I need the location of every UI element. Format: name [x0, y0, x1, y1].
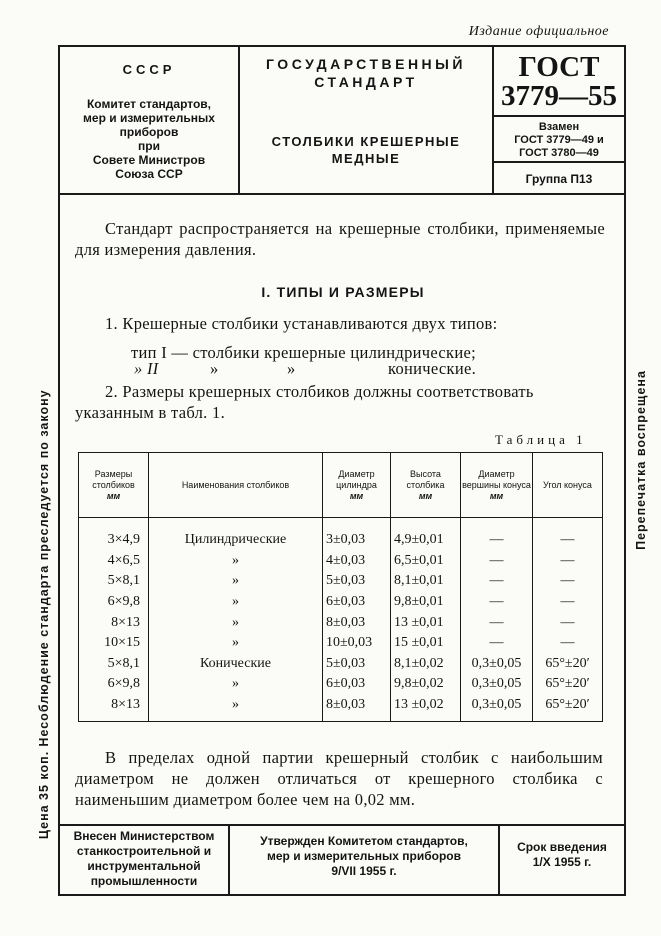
- table-cell: Цилиндрические: [149, 518, 323, 551]
- table-cell: 9,8±0,01: [391, 592, 461, 613]
- table-cell: »: [149, 612, 323, 633]
- price-vertical: Цена 35 коп.: [37, 750, 51, 840]
- table-cell: —: [533, 612, 603, 633]
- section-title: I. ТИПЫ И РАЗМЕРЫ: [261, 284, 425, 300]
- dimensions-table: [78, 452, 603, 722]
- table-cell: —: [533, 518, 603, 551]
- table-row: [79, 551, 603, 572]
- table-cell: 0,3±0,05: [461, 654, 533, 675]
- column-header: Размеры столбиков мм: [79, 453, 149, 518]
- clause-1: 1. Крешерные столбики устанавливаются двух типов:: [105, 314, 498, 333]
- table-cell: 5×8,1: [79, 654, 149, 675]
- table-cell: »: [149, 571, 323, 592]
- header-block: [58, 45, 626, 195]
- header-gost-cell: [494, 47, 624, 193]
- table-cell: 15 ±0,01: [391, 633, 461, 654]
- table-cell: 4±0,03: [323, 551, 391, 572]
- clause-2: 2. Размеры крешерных столбиков должны соответствовать указанным в табл. 1.: [75, 382, 534, 422]
- table-row: [79, 695, 603, 722]
- table-cell: 8×13: [79, 612, 149, 633]
- reprint-prohibited-vertical: Перепечатка воспрещена: [634, 370, 648, 550]
- table-row: [79, 518, 603, 551]
- country-label: СССР: [122, 62, 176, 77]
- table-cell: 6±0,03: [323, 592, 391, 613]
- edition-note: Издание официальное: [468, 24, 609, 39]
- table-cell: —: [533, 592, 603, 613]
- column-header: Диаметр вершины конуса мм: [461, 453, 533, 518]
- table-cell: 6,5±0,01: [391, 551, 461, 572]
- table-cell: 10×15: [79, 633, 149, 654]
- closing-paragraph: В пределах одной партии крешерный столбик с наибольшим диаметром не должен отличаться от крешерного столбика с наименьшим диаметром более чем на 0,02 мм.: [75, 748, 603, 809]
- table-cell: 65°±20′: [533, 674, 603, 695]
- legal-warning-vertical: Несоблюдение стандарта преследуется по закону: [37, 389, 51, 747]
- table-caption: Таблица 1: [495, 432, 587, 447]
- ditto-mark: »: [210, 359, 219, 378]
- table-cell: 6×9,8: [79, 592, 149, 613]
- footer-block: [58, 824, 626, 896]
- ditto-mark: »: [287, 359, 296, 378]
- table-row: [79, 654, 603, 675]
- table-cell: 8±0,03: [323, 695, 391, 722]
- table-row: [79, 674, 603, 695]
- column-header: Высота столбика мм: [391, 453, 461, 518]
- table-cell: 9,8±0,02: [391, 674, 461, 695]
- table-cell: 4,9±0,01: [391, 518, 461, 551]
- approved-by: Утвержден Комитетом стандартов, мер и измерительных приборов 9/VII 1955 г.: [230, 826, 500, 894]
- header-title-cell: [240, 47, 494, 193]
- table-cell: 13 ±0,01: [391, 612, 461, 633]
- table-cell: 8,1±0,02: [391, 654, 461, 675]
- table-cell: »: [149, 592, 323, 613]
- effective-date: Срок введения 1/X 1955 г.: [517, 840, 607, 869]
- table-cell: »: [149, 695, 323, 722]
- table-cell: —: [533, 551, 603, 572]
- state-standard-label: ГОСУДАРСТВЕННЫЙ СТАНДАРТ: [266, 56, 466, 90]
- table-cell: 65°±20′: [533, 695, 603, 722]
- table-cell: 6±0,03: [323, 674, 391, 695]
- table-row: [79, 592, 603, 613]
- table-cell: —: [533, 571, 603, 592]
- table-cell: 5±0,03: [323, 654, 391, 675]
- table-cell: —: [461, 571, 533, 592]
- document-title: СТОЛБИКИ КРЕШЕРНЫЕ МЕДНЫЕ: [271, 134, 461, 166]
- table-cell: »: [149, 551, 323, 572]
- column-header: Угол конуса: [533, 453, 603, 518]
- table-cell: 65°±20′: [533, 654, 603, 675]
- table-cell: 4×6,5: [79, 551, 149, 572]
- table-header-row: [79, 453, 603, 518]
- introduced-by: Внесен Министерством станкостроительной и инструментальной промышленности: [60, 826, 230, 894]
- column-header: Наименования столбиков: [149, 453, 323, 518]
- table-row: [79, 612, 603, 633]
- table-cell: 10±0,03: [323, 633, 391, 654]
- header-issuer-cell: [60, 47, 240, 193]
- table-cell: 8,1±0,01: [391, 571, 461, 592]
- group-label: Группа П13: [525, 172, 593, 186]
- table-cell: 3±0,03: [323, 518, 391, 551]
- table-cell: »: [149, 674, 323, 695]
- table-cell: —: [461, 612, 533, 633]
- intro-paragraph: Стандарт распространяется на крешерные столбики, применяемые для измерения давления.: [75, 219, 605, 259]
- table-cell: 8×13: [79, 695, 149, 722]
- table-cell: »: [149, 633, 323, 654]
- type-2-name: конические.: [388, 359, 477, 378]
- table-cell: —: [533, 633, 603, 654]
- replaces-note: Взамен ГОСТ 3779—49 и ГОСТ 3780—49: [494, 117, 624, 163]
- table-cell: —: [461, 633, 533, 654]
- gost-designation: ГОСТ 3779—55: [494, 47, 624, 117]
- table-cell: Конические: [149, 654, 323, 675]
- committee-name: Комитет стандартов, мер и измерительных приборов при Совете Министров Союза ССР: [83, 97, 215, 181]
- table-cell: —: [461, 518, 533, 551]
- table-cell: 13 ±0,02: [391, 695, 461, 722]
- type-1-line: тип I — столбики крешерные цилиндрические;: [131, 343, 476, 362]
- table-cell: 8±0,03: [323, 612, 391, 633]
- table-cell: 3×4,9: [79, 518, 149, 551]
- table-cell: 0,3±0,05: [461, 695, 533, 722]
- type-2-label: » II: [134, 359, 159, 378]
- table-cell: 0,3±0,05: [461, 674, 533, 695]
- table-cell: —: [461, 592, 533, 613]
- table-cell: 5±0,03: [323, 571, 391, 592]
- table-row: [79, 571, 603, 592]
- table-row: [79, 633, 603, 654]
- table-cell: 5×8,1: [79, 571, 149, 592]
- table-cell: 6×9,8: [79, 674, 149, 695]
- table-cell: —: [461, 551, 533, 572]
- column-header: Диаметр цилиндра мм: [323, 453, 391, 518]
